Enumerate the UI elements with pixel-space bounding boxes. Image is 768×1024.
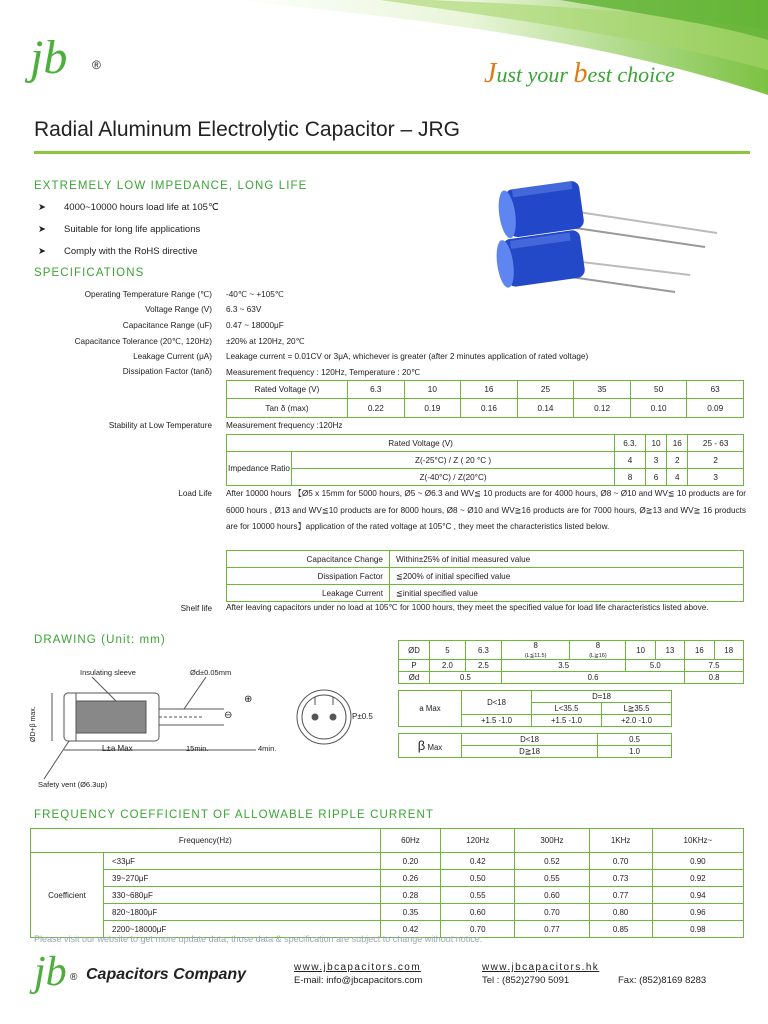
a-max-table: a Max D<18 D=18 L<35.5 L≧35.5 +1.5 -1.0 +1.5 -1.0 +2.0 -1.0: [398, 690, 672, 727]
spec-value: 0.47 ~ 18000μF: [226, 321, 284, 330]
specs-heading: SPECIFICATIONS: [34, 267, 145, 279]
drawing-heading: DRAWING (Unit: mm): [34, 634, 166, 646]
tan-delta-table: Rated Voltage (V) 6.3 10 16 25 35 50 63 Tan δ (max) 0.22 0.19 0.16 0.14 0.12 0.10 0.09: [226, 380, 744, 418]
beta-max-table: β Max D<18 0.5 D≧18 1.0: [398, 733, 672, 758]
plus-icon: ⊕: [244, 694, 253, 705]
spec-label: Capacitance Range (uF): [122, 321, 212, 330]
header-banner: [0, 0, 768, 108]
load-life-text: After 10000 hours 【Ø5 x 15mm for 5000 hours, Ø5 ~ Ø6.3 and WV≦ 10 products are for 4000 hours, Ø8 ~ Ø10 and WV≦ 10 products are for 6000 hours , Ø13 and WV≦10 products are for 8000 hours, Ø8 ~ Ø10 and WV≧16 products are for 7000 hours, Ø≧13 and WV≧ 16 products are for 10000 hours】application of the rated voltage at 105°C , they meet the characteristics listed below.: [226, 489, 746, 531]
spec-label: Leakage Current (μA): [133, 352, 212, 361]
footer-logo: jb: [34, 949, 67, 995]
spec-label: Stability at Low Temperature: [108, 421, 212, 430]
lead-4min-label: 4min.: [258, 744, 277, 753]
website-link-hk[interactable]: www.jbcapacitors.hk: [482, 962, 600, 973]
website-link-com[interactable]: www.jbcapacitors.com: [294, 962, 421, 973]
length-label: L±a Max: [102, 744, 133, 753]
spec-value: 6.3 ~ 63V: [226, 305, 262, 314]
feature-item: ➤ Comply with the RoHS directive: [38, 246, 198, 257]
capacitor-photo: [495, 175, 730, 300]
shelf-life-text: After leaving capacitors under no load at 105℃ for 1000 hours, they meet the specified value for load life characteristics listed above.: [226, 603, 709, 612]
email-text: E-mail: info@jbcapacitors.com: [294, 975, 423, 986]
spec-label: Capacitance Tolerance (20℃, 120Hz): [74, 337, 212, 346]
title-divider: [34, 151, 750, 154]
spec-value: ±20% at 120Hz, 20℃: [226, 337, 305, 346]
spec-label: Load Life: [178, 489, 212, 498]
features-heading: EXTREMELY LOW IMPEDANCE, LONG LIFE: [34, 180, 308, 192]
pitch-label: P±0.5: [352, 712, 373, 721]
logo: jb: [30, 31, 68, 84]
lead-diameter-label: Ød±0.05mm: [190, 668, 232, 677]
footer-registered-mark: ®: [70, 972, 78, 983]
slogan: Just your best choice: [484, 58, 675, 89]
disclaimer: Please visit our website to get more update data, those data & specification are subject to change without notice.: [34, 934, 483, 944]
safety-vent-label: Safety vent (Ø6.3up): [38, 780, 108, 789]
page-title: Radial Aluminum Electrolytic Capacitor – JRG: [34, 118, 460, 141]
header-swoosh: [0, 0, 768, 108]
lead-15min-label: 15min.: [186, 744, 209, 753]
minus-icon: ⊖: [224, 710, 233, 721]
tel-text: Tel : (852)2790 5091: [482, 975, 570, 986]
spec-value: Leakage current = 0.01CV or 3μA, whichever is greater (after 2 minutes application of rated voltage): [226, 352, 589, 361]
spec-value: -40℃ ~ +105℃: [226, 290, 284, 299]
feature-item: ➤ 4000~10000 hours load life at 105℃: [38, 202, 219, 213]
ripple-heading: FREQUENCY COEFFICIENT OF ALLOWABLE RIPPLE CURRENT: [34, 809, 435, 821]
load-life-table: Capacitance Change Within±25% of initial measured value Dissipation Factor ≦200% of initial specified value Leakage Current ≦initial specified value: [226, 550, 744, 602]
spec-label: Dissipation Factor (tanδ): [122, 367, 212, 376]
company-name: Capacitors Company: [86, 966, 247, 983]
spec-value: Measurement frequency : 120Hz, Temperature : 20℃: [226, 368, 421, 377]
diameter-max-label: ØD+β max.: [30, 706, 37, 742]
spec-label: Shelf life: [180, 604, 212, 613]
dimension-table: ØD 5 6.3 8 (L≦11.5) 8 (L≧16) 10 13 16 18 P 2.0 2.5 3.5 5.0 7.5 Ød 0.5 0.6 0.8: [398, 640, 744, 684]
spec-value: Measurement frequency :120Hz: [226, 421, 343, 430]
ripple-table: Frequency(Hz) 60Hz 120Hz 300Hz 1KHz 10KHz~ Coefficient <33μF 0.20 0.42 0.52 0.70 0.90 39~270μF 0.26 0.50 0.55 0.73 0.92 330~680μF 0.28 0.55 0.60 0.77 0.94 820~1800μF 0.35 0.60 0.70 0.80 0.96 2200~18000μF 0.42 0.70 0.77 0.85 0.98: [30, 828, 744, 938]
impedance-table: Rated Voltage (V) 6.3. 10 16 25 - 63 Impedance Ratio Z(-25°C) / Z ( 20 °C ) 4 3 2 2 Z(-40°C) / Z(20°C) 8 6 4 3: [226, 434, 744, 486]
spec-label: Voltage Range (V): [145, 305, 212, 314]
spec-label: Operating Temperature Range (℃): [84, 290, 212, 299]
registered-mark: ®: [92, 58, 101, 72]
insulating-sleeve-label: Insulating sleeve: [80, 668, 136, 677]
fax-text: Fax: (852)8169 8283: [618, 975, 707, 986]
feature-item: ➤ Suitable for long life applications: [38, 224, 201, 235]
